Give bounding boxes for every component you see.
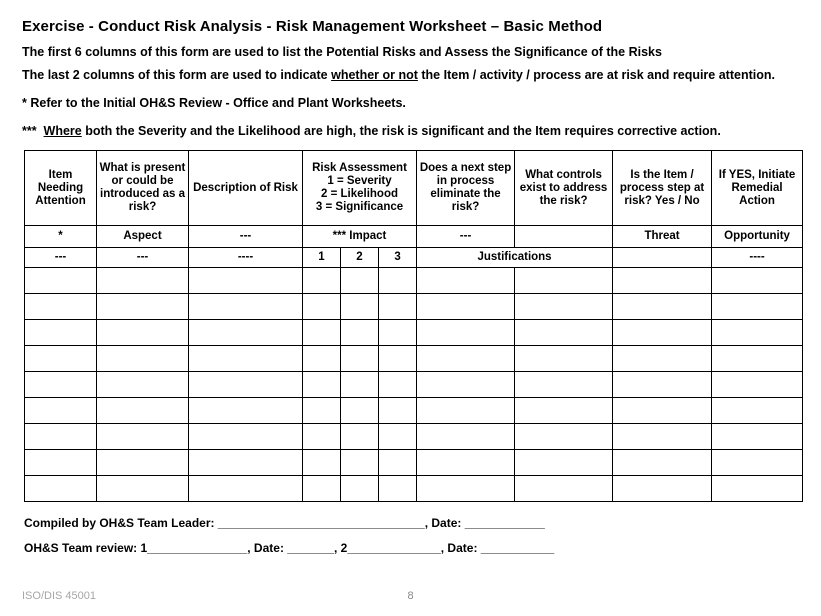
cell-remedial[interactable]	[712, 294, 803, 320]
cell-at-risk[interactable]	[613, 450, 712, 476]
table-row[interactable]	[25, 372, 803, 398]
header-risk-assessment-line-3: 3 = Significance	[315, 201, 404, 213]
header-description-of-risk: Description of Risk	[189, 151, 303, 226]
cell-description[interactable]	[189, 320, 303, 346]
table-row[interactable]	[25, 398, 803, 424]
cell-at-risk[interactable]	[613, 320, 712, 346]
cell-significance[interactable]	[379, 424, 417, 450]
risk-management-worksheet-table	[24, 150, 803, 502]
team-review-line[interactable]: OH&S Team review: 1_______________, Date: _______, 2______________, Date: ___________	[24, 541, 555, 555]
cell-likelihood[interactable]	[341, 476, 379, 502]
table-row[interactable]	[25, 450, 803, 476]
cell-controls[interactable]	[515, 346, 613, 372]
cell-next-step[interactable]	[417, 398, 515, 424]
table-row[interactable]	[25, 346, 803, 372]
cell-controls[interactable]	[515, 294, 613, 320]
signoff-section	[24, 516, 799, 555]
header-next-step-eliminates-risk: Does a next step in process eliminate the risk?	[417, 151, 515, 226]
legend-col3: ---	[189, 226, 303, 248]
cell-description[interactable]	[189, 450, 303, 476]
legend-col2: Aspect	[97, 226, 189, 248]
cell-at-risk[interactable]	[613, 372, 712, 398]
cell-likelihood[interactable]	[341, 320, 379, 346]
note-line-2-text: both the Severity and the Likelihood are high, the risk is significant and the Item requires corrective action.	[81, 124, 721, 138]
table-row-legend	[25, 226, 803, 248]
dash-significance-number: 3	[379, 248, 417, 268]
cell-likelihood[interactable]	[341, 450, 379, 476]
cell-aspect[interactable]	[97, 450, 189, 476]
cell-significance[interactable]	[379, 450, 417, 476]
cell-controls[interactable]	[515, 424, 613, 450]
cell-significance[interactable]	[379, 476, 417, 502]
cell-description[interactable]	[189, 346, 303, 372]
dash-likelihood-number: 2	[341, 248, 379, 268]
cell-description[interactable]	[189, 398, 303, 424]
cell-severity[interactable]	[303, 398, 341, 424]
cell-aspect[interactable]	[97, 372, 189, 398]
cell-significance[interactable]	[379, 294, 417, 320]
note-line-1: * Refer to the Initial OH&S Review - Office and Plant Worksheets.	[22, 96, 406, 110]
intro-line-1: The first 6 columns of this form are used to list the Potential Risks and Assess the Significance of the Risks	[22, 45, 662, 59]
cell-significance[interactable]	[379, 398, 417, 424]
header-risk-assessment	[303, 151, 417, 226]
cell-controls[interactable]	[515, 398, 613, 424]
cell-aspect[interactable]	[97, 398, 189, 424]
cell-remedial[interactable]	[712, 372, 803, 398]
compiled-by-line[interactable]: Compiled by OH&S Team Leader: _______________________________, Date: ____________	[24, 516, 545, 530]
header-item-needing-attention: Item Needing Attention	[25, 151, 97, 226]
intro-line-2-prefix: The last 2 columns of this form are used to indicate	[22, 68, 332, 82]
cell-item[interactable]	[25, 268, 97, 294]
cell-item[interactable]	[25, 476, 97, 502]
cell-controls[interactable]	[515, 372, 613, 398]
cell-item[interactable]	[25, 424, 97, 450]
page-title: Exercise - Conduct Risk Analysis - Risk Management Worksheet – Basic Method	[22, 18, 603, 35]
note-line-2	[22, 124, 799, 138]
table-header	[25, 151, 803, 226]
cell-likelihood[interactable]	[341, 268, 379, 294]
header-item-at-risk: Is the Item / process step at risk? Yes / No	[613, 151, 712, 226]
page-number: 8	[407, 590, 414, 602]
cell-item[interactable]	[25, 398, 97, 424]
cell-severity[interactable]	[303, 294, 341, 320]
cell-item[interactable]	[25, 372, 97, 398]
cell-item[interactable]	[25, 320, 97, 346]
table-row[interactable]	[25, 294, 803, 320]
header-risk-assessment-line-1: 1 = Severity	[327, 175, 392, 187]
legend-col9-threat: Threat	[613, 226, 712, 248]
cell-at-risk[interactable]	[613, 398, 712, 424]
dash-severity-number: 1	[303, 248, 341, 268]
cell-description[interactable]	[189, 424, 303, 450]
cell-controls[interactable]	[515, 268, 613, 294]
dash-col1: ---	[25, 248, 97, 268]
cell-at-risk[interactable]	[613, 346, 712, 372]
cell-item[interactable]	[25, 294, 97, 320]
cell-severity[interactable]	[303, 346, 341, 372]
cell-aspect[interactable]	[97, 346, 189, 372]
cell-likelihood[interactable]	[341, 294, 379, 320]
cell-significance[interactable]	[379, 372, 417, 398]
intro-line-2	[22, 68, 799, 82]
note-line-2-marker: ***	[22, 124, 44, 138]
cell-next-step[interactable]	[417, 424, 515, 450]
cell-likelihood[interactable]	[341, 346, 379, 372]
cell-severity[interactable]	[303, 424, 341, 450]
table-row[interactable]	[25, 424, 803, 450]
table-row[interactable]	[25, 476, 803, 502]
cell-likelihood[interactable]	[341, 372, 379, 398]
table-row[interactable]	[25, 320, 803, 346]
dash-col10: ----	[712, 248, 803, 268]
cell-next-step[interactable]	[417, 476, 515, 502]
dash-justifications: Justifications	[417, 248, 613, 268]
cell-next-step[interactable]	[417, 346, 515, 372]
header-risk-assessment-title: Risk Assessment	[312, 162, 407, 174]
dash-col2: ---	[97, 248, 189, 268]
cell-remedial[interactable]	[712, 450, 803, 476]
cell-aspect[interactable]	[97, 294, 189, 320]
legend-col8	[515, 226, 613, 248]
cell-description[interactable]	[189, 268, 303, 294]
cell-next-step[interactable]	[417, 372, 515, 398]
cell-next-step[interactable]	[417, 450, 515, 476]
cell-at-risk[interactable]	[613, 476, 712, 502]
cell-severity[interactable]	[303, 268, 341, 294]
cell-next-step[interactable]	[417, 294, 515, 320]
cell-controls[interactable]	[515, 320, 613, 346]
cell-likelihood[interactable]	[341, 398, 379, 424]
cell-aspect[interactable]	[97, 476, 189, 502]
cell-remedial[interactable]	[712, 320, 803, 346]
cell-significance[interactable]	[379, 268, 417, 294]
cell-at-risk[interactable]	[613, 294, 712, 320]
dash-col9	[613, 248, 712, 268]
cell-item[interactable]	[25, 346, 97, 372]
header-existing-controls: What controls exist to address the risk?	[515, 151, 613, 226]
cell-controls[interactable]	[515, 450, 613, 476]
cell-severity[interactable]	[303, 450, 341, 476]
standard-reference: ISO/DIS 45001	[22, 590, 96, 602]
header-what-is-present: What is present or could be introduced as a risk?	[97, 151, 189, 226]
legend-col1: *	[25, 226, 97, 248]
cell-likelihood[interactable]	[341, 424, 379, 450]
cell-remedial[interactable]	[712, 476, 803, 502]
header-risk-assessment-line-2: 2 = Likelihood	[321, 188, 399, 200]
cell-next-step[interactable]	[417, 268, 515, 294]
cell-severity[interactable]	[303, 320, 341, 346]
cell-aspect[interactable]	[97, 320, 189, 346]
cell-description[interactable]	[189, 372, 303, 398]
intro-line-2-underlined: whether or not	[331, 68, 418, 82]
cell-severity[interactable]	[303, 476, 341, 502]
cell-aspect[interactable]	[97, 424, 189, 450]
cell-remedial[interactable]	[712, 424, 803, 450]
legend-col10-opportunity: Opportunity	[712, 226, 803, 248]
cell-at-risk[interactable]	[613, 268, 712, 294]
table-header-row	[25, 151, 803, 226]
cell-next-step[interactable]	[417, 320, 515, 346]
table-row-dashes	[25, 248, 803, 268]
table-body	[25, 226, 803, 502]
cell-remedial[interactable]	[712, 268, 803, 294]
cell-remedial[interactable]	[712, 398, 803, 424]
cell-severity[interactable]	[303, 372, 341, 398]
header-remedial-action: If YES, Initiate Remedial Action	[712, 151, 803, 226]
cell-at-risk[interactable]	[613, 424, 712, 450]
cell-item[interactable]	[25, 450, 97, 476]
cell-significance[interactable]	[379, 320, 417, 346]
cell-remedial[interactable]	[712, 346, 803, 372]
cell-aspect[interactable]	[97, 268, 189, 294]
cell-description[interactable]	[189, 476, 303, 502]
cell-significance[interactable]	[379, 346, 417, 372]
note-line-2-underlined: Where	[43, 124, 82, 138]
table-row[interactable]	[25, 268, 803, 294]
intro-line-2-suffix: the Item / activity / process are at risk and require attention.	[417, 68, 775, 82]
cell-controls[interactable]	[515, 476, 613, 502]
cell-description[interactable]	[189, 294, 303, 320]
legend-impact: *** Impact	[303, 226, 417, 248]
legend-col7: ---	[417, 226, 515, 248]
dash-col3: ----	[189, 248, 303, 268]
